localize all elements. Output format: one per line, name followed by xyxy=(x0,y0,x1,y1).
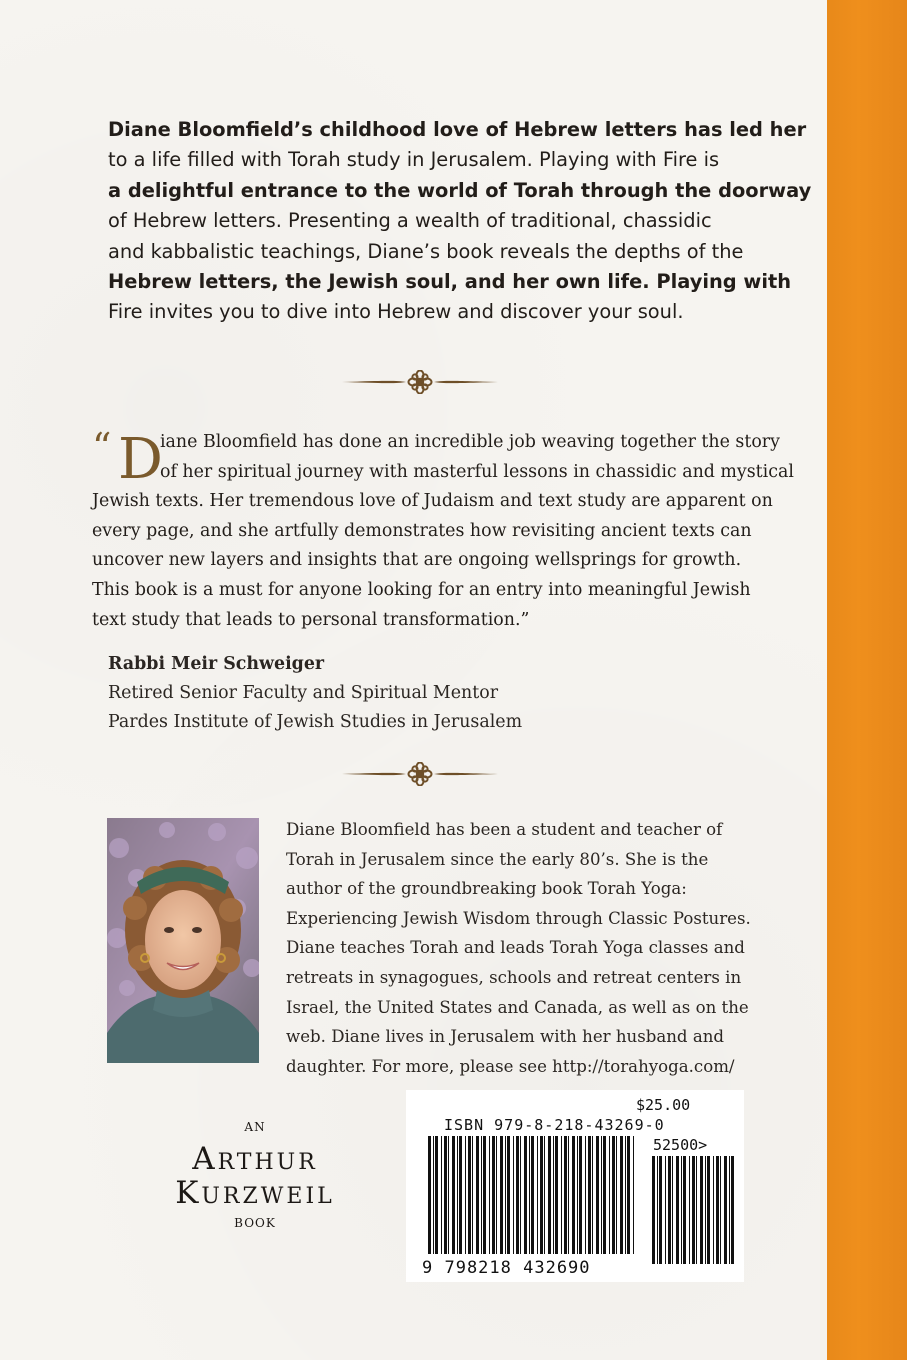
barcode-bar xyxy=(496,1136,497,1254)
imprint-book: BOOK xyxy=(234,1216,276,1230)
orange-spine-strip xyxy=(827,0,907,1360)
barcode-bar xyxy=(657,1156,658,1264)
quote-line: every page, and she artfully demonstrates how revisiting ancient texts can xyxy=(92,520,752,541)
blurb-line: a delightful entrance to the world of Torah through the doorway xyxy=(108,178,812,202)
barcode-bar xyxy=(672,1156,673,1264)
barcode-bar xyxy=(713,1156,714,1264)
bio-line: Israel, the United States and Canada, as well as on the xyxy=(286,997,749,1017)
endorser-institution: Pardes Institute of Jewish Studies in Jerusalem xyxy=(108,712,523,732)
bio-line: author of the groundbreaking book Torah Yoga: xyxy=(286,879,687,899)
barcode-bar xyxy=(700,1156,703,1264)
barcode-isbn: ISBN 979-8-218-43269-0 xyxy=(444,1116,665,1134)
barcode-bar xyxy=(592,1136,593,1254)
barcode-bar xyxy=(612,1136,615,1254)
barcode-bar xyxy=(683,1156,686,1264)
barcode-bar xyxy=(564,1136,567,1254)
floral-divider-icon xyxy=(340,370,500,394)
barcode-price: $25.00 xyxy=(636,1096,691,1114)
barcode-bar xyxy=(568,1136,569,1254)
blurb-line: to a life filled with Torah study in Jerusalem. Playing with Fire is xyxy=(108,148,720,172)
quote-line: iane Bloomfield has done an incredible job weaving together the story xyxy=(160,432,780,452)
barcode-bar xyxy=(627,1136,630,1254)
barcode-bar xyxy=(513,1136,514,1254)
barcode-bar xyxy=(492,1136,495,1254)
barcode-bar xyxy=(596,1136,599,1254)
endorsement-quote xyxy=(92,425,794,635)
bio-line: retreats in synagogues, schools and retreat centers in xyxy=(286,967,742,987)
bio-line: Diane Bloomfield has been a student and teacher of xyxy=(286,820,723,839)
barcode-bar xyxy=(520,1136,521,1254)
barcode-bar xyxy=(448,1136,449,1254)
barcode-bar xyxy=(428,1136,431,1254)
author-photo xyxy=(107,818,259,1063)
endorser-name: Rabbi Meir Schweiger xyxy=(108,654,325,674)
barcode-bar xyxy=(516,1136,519,1254)
quote-line: This book is a must for anyone looking for an entry into meaningful Jewish xyxy=(92,579,751,600)
isbn-barcode xyxy=(406,1090,744,1282)
imprint-an: AN xyxy=(244,1120,266,1134)
barcode-bar xyxy=(459,1136,462,1254)
barcode-bar xyxy=(620,1136,623,1254)
blurb-line: Diane Bloomfield’s childhood love of Hebrew letters has led her xyxy=(108,118,807,141)
barcode-addon-digits: 52500> xyxy=(653,1136,708,1154)
barcode-bar xyxy=(505,1136,506,1254)
quote-line: text study that leads to personal transformation.” xyxy=(92,609,530,630)
endorser-title: Retired Senior Faculty and Spiritual Mentor xyxy=(108,683,499,703)
barcode-bar xyxy=(468,1136,471,1254)
quote-line: Jewish texts. Her tremendous love of Judaism and text study are apparent on xyxy=(92,491,773,512)
barcode-bar xyxy=(572,1136,575,1254)
barcode-bar xyxy=(705,1156,706,1264)
barcode-bar xyxy=(561,1136,562,1254)
barcode-bar xyxy=(724,1156,727,1264)
barcode-bar xyxy=(481,1136,482,1254)
barcode-bar xyxy=(540,1136,543,1254)
barcode-bar xyxy=(531,1136,534,1254)
barcode-bar xyxy=(524,1136,527,1254)
barcode-bar xyxy=(476,1136,479,1254)
barcode-bar xyxy=(465,1136,466,1254)
barcode-bar xyxy=(633,1136,634,1254)
barcode-bar xyxy=(603,1136,606,1254)
blurb-line: and kabbalistic teachings, Diane’s book reveals the depths of the xyxy=(108,239,744,263)
barcode-bar xyxy=(716,1156,719,1264)
blurb-line: Hebrew letters, the Jewish soul, and her own life. Playing with xyxy=(108,270,792,294)
barcode-bar xyxy=(457,1136,458,1254)
barcode-bar xyxy=(472,1136,473,1254)
barcode-bar xyxy=(609,1136,610,1254)
barcode-bar xyxy=(731,1156,734,1264)
barcode-bar xyxy=(692,1156,695,1264)
barcode-bar xyxy=(435,1136,438,1254)
floral-divider-icon xyxy=(340,762,500,786)
barcode-bar xyxy=(665,1156,666,1264)
barcode-bar xyxy=(659,1156,662,1264)
barcode-bar xyxy=(585,1136,586,1254)
endorsement-attribution xyxy=(108,650,522,737)
barcode-bar xyxy=(676,1156,679,1264)
blurb-line: Fire invites you to dive into Hebrew and discover your soul. xyxy=(108,300,684,324)
barcode-bar xyxy=(616,1136,617,1254)
barcode-bar xyxy=(555,1136,558,1254)
quote-line: of her spiritual journey with masterful lessons in chassidic and mystical xyxy=(160,461,794,482)
barcode-bar xyxy=(537,1136,538,1254)
barcode-bar xyxy=(577,1136,578,1254)
bio-line: Diane teaches Torah and leads Torah Yoga classes and xyxy=(286,938,745,958)
blurb-line: of Hebrew letters. Presenting a wealth of traditional, chassidic xyxy=(108,209,712,233)
barcode-bar xyxy=(625,1136,626,1254)
bio-line: daughter. For more, please see http://torahyoga.com/ xyxy=(286,1056,735,1076)
barcode-digits: 9 798218 432690 xyxy=(422,1258,591,1278)
drop-cap: D xyxy=(118,427,163,492)
barcode-bar xyxy=(483,1136,486,1254)
book-blurb xyxy=(108,115,812,328)
imprint-arthur: Arthur xyxy=(192,1141,318,1177)
barcode-bars xyxy=(428,1136,636,1264)
barcode-bar xyxy=(507,1136,510,1254)
barcode-bar xyxy=(729,1156,730,1264)
barcode-bar xyxy=(668,1156,671,1264)
barcode-bar xyxy=(441,1136,442,1254)
barcode-bar xyxy=(553,1136,554,1254)
barcode-bar xyxy=(689,1156,690,1264)
quote-line: uncover new layers and insights that are ongoing wellsprings for growth. xyxy=(92,550,742,571)
barcode-bar xyxy=(652,1156,655,1264)
bio-line: Torah in Jerusalem since the early 80’s. She is the xyxy=(286,849,709,869)
imprint-kurzweil: Kurzweil xyxy=(175,1175,335,1211)
barcode-bar xyxy=(444,1136,447,1254)
author-bio xyxy=(286,815,786,1081)
barcode-bar xyxy=(500,1136,503,1254)
bio-line: Experiencing Jewish Wisdom through Classic Postures. xyxy=(286,908,751,928)
barcode-bar xyxy=(579,1136,582,1254)
bio-line: web. Diane lives in Jerusalem with her husband and xyxy=(286,1027,725,1047)
barcode-bar xyxy=(452,1136,455,1254)
barcode-bar xyxy=(529,1136,530,1254)
barcode-bar xyxy=(696,1156,697,1264)
barcode-bar xyxy=(720,1156,721,1264)
barcode-bar xyxy=(601,1136,602,1254)
barcode-bar xyxy=(548,1136,551,1254)
barcode-bar xyxy=(433,1136,434,1254)
barcode-bar xyxy=(489,1136,490,1254)
barcode-bar xyxy=(707,1156,710,1264)
barcode-bar xyxy=(588,1136,591,1254)
open-quote-mark: “ xyxy=(92,425,112,469)
barcode-bar xyxy=(681,1156,682,1264)
publisher-imprint xyxy=(160,1120,350,1230)
barcode-addon-bars xyxy=(652,1156,738,1264)
barcode-bar xyxy=(544,1136,545,1254)
